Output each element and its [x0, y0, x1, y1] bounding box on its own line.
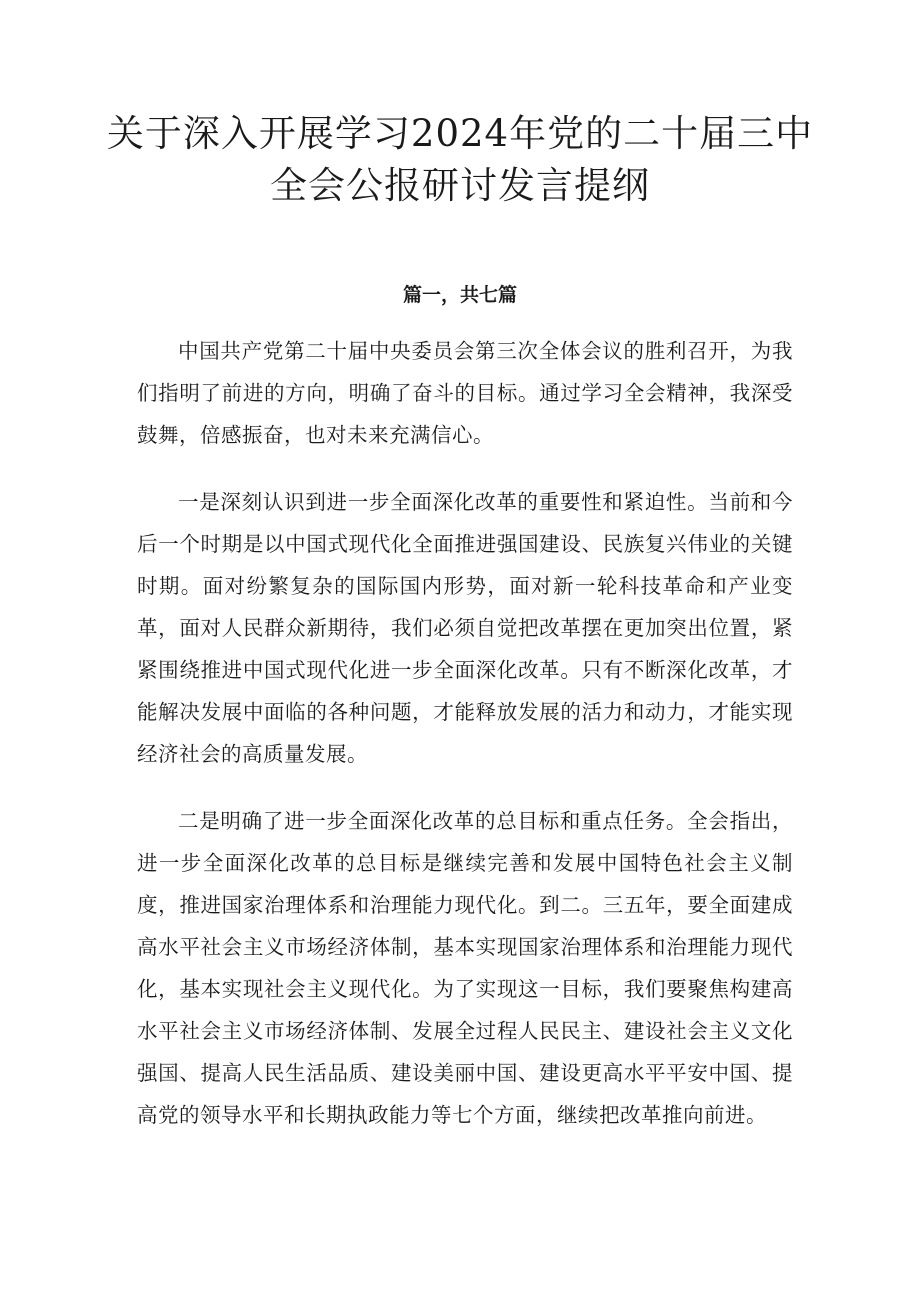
paragraph-point-two: 二是明确了进一步全面深化改革的总目标和重点任务。全会指出，进一步全面深化改革的总目标是继续完善和发展中国特色社会主义制度，推进国家治理体系和治理能力现代化。到二。三五年，要全面建成高水平社会主义市场经济体制，基本实现国家治理体系和治理能力现代化，基本实现社会主义现代化。为了实现这一目标，我们要聚焦构建高水平社会主义市场经济体制、发展全过程人民民主、建设社会主义文化强国、提高人民生活品质、建设美丽中国、建设更高水平平安中国、提高党的领导水平和长期执政能力等七个方面，继续把改革推向前进。 — [137, 809, 793, 1127]
title-line-2: 全会公报研讨发言提纲 — [270, 164, 650, 207]
section-heading: 篇一，共七篇 — [402, 284, 517, 306]
paragraph-intro: 中国共产党第二十届中央委员会第三次全体会议的胜利召开，为我们指明了前进的方向，明确了奋斗的目标。通过学习全会精神，我深受鼓舞，倍感振奋，也对未来充满信心。 — [137, 339, 793, 447]
title-line-1: 关于深入开展学习2024年党的二十届三中 — [106, 112, 814, 155]
paragraph-point-one: 一是深刻认识到进一步全面深化改革的重要性和紧迫性。当前和今后一个时期是以中国式现代化全面推进强国建设、民族复兴伟业的关键时期。面对纷繁复杂的国际国内形势，面对新一轮科技革命和产业变革，面对人民群众新期待，我们必须自觉把改革摆在更加突出位置，紧紧围绕推进中国式现代化进一步全面深化改革。只有不断深化改革，才能解决发展中面临的各种问题，才能释放发展的活力和动力，才能实现经济社会的高质量发展。 — [137, 490, 793, 766]
document-title — [100, 108, 820, 212]
document-body — [137, 330, 793, 1161]
